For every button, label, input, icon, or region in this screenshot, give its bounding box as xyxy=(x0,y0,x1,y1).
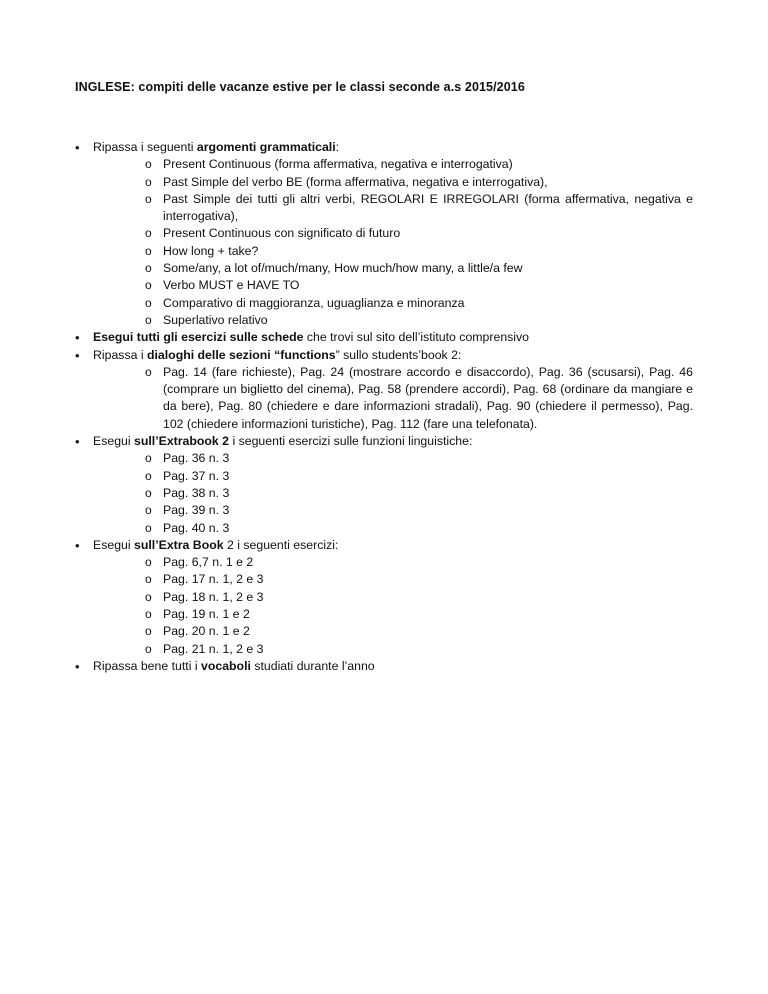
sub-list-item xyxy=(145,485,693,502)
circle-bullet-icon: o xyxy=(145,555,152,570)
sub-list-item xyxy=(145,502,693,519)
sub-list-item xyxy=(145,174,693,191)
item-text-post: i seguenti esercizi sulle funzioni linguistiche: xyxy=(229,434,473,449)
sub-item-text: Some/any, a lot of/much/many, How much/how many, a little/a few xyxy=(163,261,523,276)
list-item xyxy=(75,433,693,537)
sub-item-text: Pag. 17 n. 1, 2 e 3 xyxy=(163,572,264,587)
sub-list-item xyxy=(145,520,693,537)
item-text-bold: Esegui tutti gli esercizi sulle schede xyxy=(93,330,304,345)
sub-list-item xyxy=(145,606,693,623)
circle-bullet-icon: o xyxy=(145,468,152,483)
sub-item-text: Present Continuous con significato di futuro xyxy=(163,226,401,241)
sub-item-text: Past Simple del verbo BE (forma affermativa, negativa e interrogativa), xyxy=(163,174,548,189)
sub-item-text: Pag. 39 n. 3 xyxy=(163,503,230,518)
sub-list-item xyxy=(145,450,693,467)
sub-item-text: Pag. 40 n. 3 xyxy=(163,520,230,535)
item-text-bold: dialoghi delle sezioni “functions xyxy=(147,347,336,362)
sub-list-item xyxy=(145,589,693,606)
list-item xyxy=(75,658,693,675)
item-text-pre: Ripassa bene tutti i xyxy=(93,658,202,673)
list-item xyxy=(75,139,693,329)
circle-bullet-icon: o xyxy=(145,295,152,310)
circle-bullet-icon: o xyxy=(145,278,152,293)
circle-bullet-icon: o xyxy=(145,226,152,241)
grammar-topics-list xyxy=(93,156,693,329)
bullet-icon: • xyxy=(75,347,80,363)
circle-bullet-icon: o xyxy=(145,503,152,518)
item-text-pre: Ripassa i xyxy=(93,347,147,362)
sub-item-text: Present Continuous (forma affermativa, negativa e interrogativa) xyxy=(163,157,513,172)
sub-item-text: Pag. 21 n. 1, 2 e 3 xyxy=(163,641,264,656)
sub-list-item xyxy=(145,364,693,433)
list-item xyxy=(75,329,693,346)
sub-list-item xyxy=(145,260,693,277)
sub-list-item xyxy=(145,312,693,329)
item-text-post: ” sullo students’book 2: xyxy=(335,347,462,362)
bullet-icon: • xyxy=(75,658,80,674)
item-text-post: che trovi sul sito dell’istituto comprensivo xyxy=(303,330,530,345)
item-text-post: studiati durante l’anno xyxy=(250,658,375,673)
sub-item-text: Pag. 36 n. 3 xyxy=(163,451,230,466)
circle-bullet-icon: o xyxy=(145,572,152,587)
sub-item-text: Past Simple dei tutti gli altri verbi, REGOLARI E IRREGOLARI (forma affermativa, negativa e interrogativa), xyxy=(163,191,693,224)
sub-item-text: Pag. 18 n. 1, 2 e 3 xyxy=(163,589,264,604)
item-text-pre: Ripassa i seguenti xyxy=(93,140,197,154)
list-item xyxy=(75,537,693,658)
list-item xyxy=(75,347,693,433)
sub-list-item xyxy=(145,295,693,312)
sub-list-item xyxy=(145,191,693,226)
circle-bullet-icon: o xyxy=(145,451,152,466)
circle-bullet-icon: o xyxy=(145,641,152,656)
sub-item-text: How long + take? xyxy=(163,243,259,258)
task-list xyxy=(75,139,693,675)
bullet-icon: • xyxy=(75,537,80,553)
sub-list-item xyxy=(145,156,693,173)
sub-list-item xyxy=(145,571,693,588)
item-text-bold: sull’Extrabook 2 xyxy=(134,434,230,449)
sub-list-item xyxy=(145,623,693,640)
item-text-bold: argomenti grammaticali xyxy=(196,140,336,154)
sub-item-text: Comparativo di maggioranza, uguaglianza e minoranza xyxy=(163,295,465,310)
sub-list-item xyxy=(145,554,693,571)
circle-bullet-icon: o xyxy=(145,485,152,500)
circle-bullet-icon: o xyxy=(145,174,152,189)
document-body xyxy=(75,139,693,675)
circle-bullet-icon: o xyxy=(145,157,152,172)
item-text-bold: vocaboli xyxy=(201,658,251,673)
circle-bullet-icon: o xyxy=(145,520,152,535)
document-title: INGLESE: compiti delle vacanze estive per le classi seconde a.s 2015/2016 xyxy=(75,80,525,94)
sub-list-item xyxy=(145,277,693,294)
sub-item-text: Pag. 37 n. 3 xyxy=(163,468,230,483)
sub-list-item xyxy=(145,641,693,658)
circle-bullet-icon: o xyxy=(145,191,152,206)
bullet-icon: • xyxy=(75,140,80,155)
item-text-pre: Esegui xyxy=(93,537,135,552)
circle-bullet-icon: o xyxy=(145,607,152,622)
circle-bullet-icon: o xyxy=(145,624,152,639)
item-text-bold: sull’Extra Book xyxy=(134,537,224,552)
item-text-post: : xyxy=(335,140,340,154)
sub-item-text: Pag. 14 (fare richieste), Pag. 24 (mostrare accordo e disaccordo), Pag. 36 (scusarsi), Pag. 46 (comprare un biglietto del cinema), Pag. 58 (prendere accordi), Pag. 68 (ordinare da mangiare e da bere), Pag. 80 (chiedere e dare informazioni stradali), Pag. 90 (chiedere il permesso), Pag. 102 (chiedere informazioni turistiche), Pag. 112 (fare una telefonata). xyxy=(163,364,693,431)
sub-list-item xyxy=(145,243,693,260)
sub-item-text: Pag. 6,7 n. 1 e 2 xyxy=(163,555,254,570)
circle-bullet-icon: o xyxy=(145,261,152,276)
circle-bullet-icon: o xyxy=(145,589,152,604)
bullet-icon: • xyxy=(75,330,80,346)
item-text-pre: Esegui xyxy=(93,434,135,449)
functions-pages-list xyxy=(93,364,693,433)
circle-bullet-icon: o xyxy=(145,364,152,379)
item-text-post: 2 i seguenti esercizi: xyxy=(223,537,339,552)
extrabook-exercises-list xyxy=(93,450,693,536)
circle-bullet-icon: o xyxy=(145,312,152,327)
sub-item-text: Pag. 20 n. 1 e 2 xyxy=(163,624,250,639)
sub-item-text: Superlativo relativo xyxy=(163,312,268,327)
sub-item-text: Pag. 38 n. 3 xyxy=(163,485,230,500)
bullet-icon: • xyxy=(75,434,80,450)
extra-book-exercises-list xyxy=(93,554,693,658)
sub-list-item xyxy=(145,225,693,242)
sub-item-text: Verbo MUST e HAVE TO xyxy=(163,278,300,293)
sub-item-text: Pag. 19 n. 1 e 2 xyxy=(163,607,250,622)
circle-bullet-icon: o xyxy=(145,243,152,258)
sub-list-item xyxy=(145,468,693,485)
